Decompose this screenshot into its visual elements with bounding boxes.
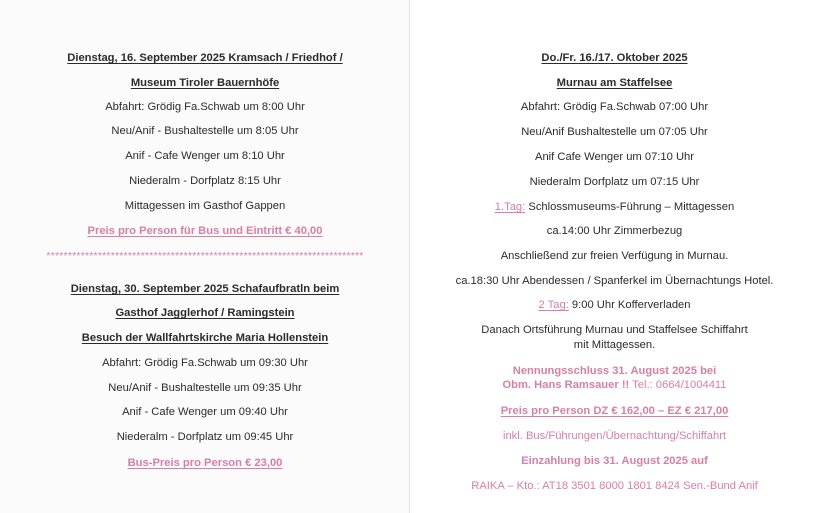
event1-price: Preis pro Person für Bus und Eintritt € 40,00 (87, 225, 323, 237)
contact-name: Obm. Hans Ramsauer !! (502, 379, 630, 391)
trip-stop: Neu/Anif Bushaltestelle um 07:05 Uhr (521, 126, 708, 138)
trip-price: Preis pro Person DZ € 162,00 – EZ € 217,00 (500, 405, 729, 417)
event2-title-line1: Dienstag, 30. September 2025 Schafaufbratln beim (70, 283, 340, 295)
event1-lunch: Mittagessen im Gasthof Gappen (124, 200, 286, 212)
event2-stop: Neu/Anif - Bushaltestelle um 09:35 Uhr (108, 382, 302, 394)
trip-inclusive: inkl. Bus/Führungen/Übernachtung/Schiffahrt (502, 430, 727, 442)
day2-detail: Danach Ortsführung Murnau und Staffelsee Schiffahrt (481, 324, 748, 336)
day2-line (410, 298, 819, 312)
event2-title-line3: Besuch der Wallfahrtskirche Maria Hollenstein (81, 332, 329, 344)
event2-title-line2: Gasthof Jagglerhof / Ramingstein (115, 307, 295, 319)
day2-text: 9:00 Uhr Kofferverladen (568, 299, 691, 311)
day1-detail: ca.18:30 Uhr Abendessen / Spanferkel im Übernachtungs Hotel. (455, 275, 774, 287)
event1-title-line2: Museum Tiroler Bauernhöfe (130, 77, 280, 89)
star-separator: ************************************************************************** (46, 250, 364, 262)
event1-stop: Niederalm - Dorfplatz 8:15 Uhr (129, 175, 281, 187)
event2-stop: Niederalm - Dorfplatz um 09:45 Uhr (116, 431, 294, 443)
bank-account: RAIKA – Kto.: AT18 3501 8000 1801 8424 Sen.-Bund Anif (471, 480, 758, 492)
event1-stop: Neu/Anif - Bushaltestelle um 8:05 Uhr (111, 125, 299, 137)
deadline-line1: Nennungsschluss 31. August 2025 bei (512, 365, 717, 377)
contact-phone: Tel.: 0664/1004411 (629, 379, 727, 391)
day1-label: 1.Tag: (494, 201, 526, 213)
day1-text: Schlossmuseums-Führung – Mittagessen (525, 201, 735, 213)
right-page (410, 0, 819, 513)
payment-deadline: Einzahlung bis 31. August 2025 auf (521, 455, 708, 467)
event1-stop: Abfahrt: Grödig Fa.Schwab um 8:00 Uhr (105, 101, 305, 113)
event1-stop: Anif - Cafe Wenger um 8:10 Uhr (125, 150, 285, 162)
trip-title-line2: Murnau am Staffelsee (556, 77, 673, 89)
day1-detail: Anschließend zur freien Verfügung in Murnau. (500, 250, 729, 262)
trip-stop: Niederalm Dorfplatz um 07:15 Uhr (529, 176, 700, 188)
event2-stop: Abfahrt: Grödig Fa.Schwab um 09:30 Uhr (102, 357, 308, 369)
day2-label: 2 Tag: (538, 299, 569, 311)
day1-line (410, 200, 819, 214)
day2-detail: mit Mittagessen. (573, 339, 656, 351)
day1-detail: ca.14:00 Uhr Zimmerbezug (546, 225, 683, 237)
event1-title-line1: Dienstag, 16. September 2025 Kramsach / Friedhof / (67, 52, 343, 64)
deadline-line2 (410, 378, 819, 392)
trip-title-line1: Do./Fr. 16./17. Oktober 2025 (541, 52, 688, 64)
event2-price: Bus-Preis pro Person € 23,00 (127, 457, 283, 469)
event2-stop: Anif - Cafe Wenger um 09:40 Uhr (122, 406, 288, 418)
trip-stop: Anif Cafe Wenger um 07:10 Uhr (535, 151, 694, 163)
trip-stop: Abfahrt: Grödig Fa.Schwab 07:00 Uhr (520, 101, 709, 113)
